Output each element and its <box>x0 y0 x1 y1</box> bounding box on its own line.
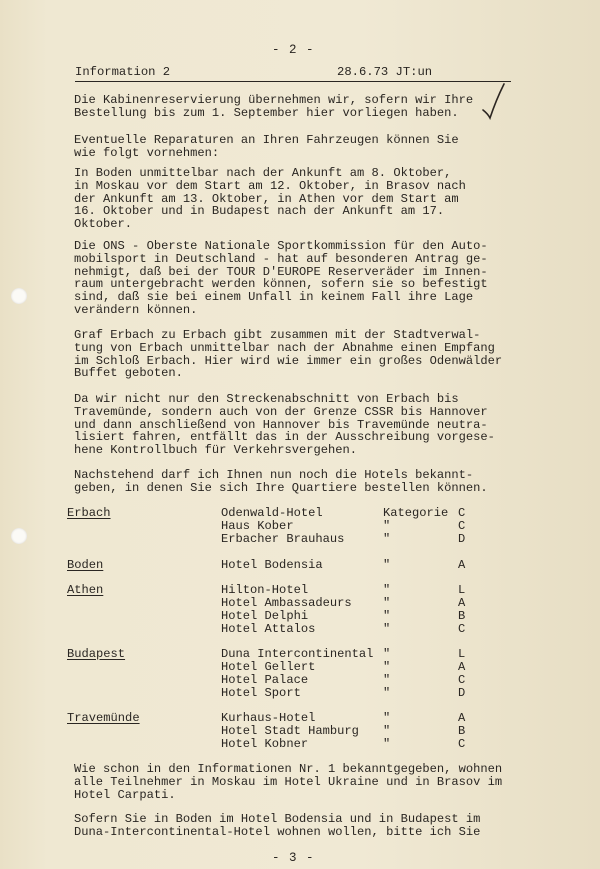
punch-hole-top <box>11 288 27 304</box>
ditto-mark: " <box>383 724 391 738</box>
paragraph-ons-spare-wheels: Die ONS - Oberste Nationale Sportkommission für den Auto- mobilsport in Deutschland - hat auf besonderen Antrag ge- nehmigt, daß bei der TOUR D'EUROPE Reserveräder im Innen- raum untergebracht werden können, sofern sie so befestigt sind, daß sie bei einem Unfall in keinem Fall ihre Lage verändern können. <box>74 239 488 317</box>
hotel-name: Duna Intercontinental <box>221 647 374 661</box>
table-row <box>0 583 600 596</box>
header-date-ref: 28.6.73 JT:un <box>337 65 433 79</box>
ditto-mark: " <box>383 647 391 661</box>
table-row <box>0 737 600 750</box>
hotel-name: Kurhaus-Hotel <box>221 711 316 725</box>
paragraph-reception-erbach: Graf Erbach zu Erbach gibt zusammen mit der Stadtverwal- tung von Erbach unmittelbar nach der Abnahme einen Empfang im Schloß Erbach. Hier wird wie immer ein großes Odenwälder Buffet geboten. <box>74 328 503 381</box>
table-row <box>0 647 600 660</box>
hotel-name: Hotel Bodensia <box>221 558 323 572</box>
ditto-mark: " <box>383 660 391 674</box>
page-number-bottom: - 3 - <box>272 851 315 865</box>
city-name: Erbach <box>67 506 111 520</box>
page-number-top: - 2 - <box>272 43 315 57</box>
category-value: C <box>458 622 466 636</box>
hotel-name: Hotel Ambassadeurs <box>221 596 352 610</box>
hotel-name: Hotel Delphi <box>221 609 309 623</box>
hotel-name: Hotel Sport <box>221 686 301 700</box>
category-value: A <box>458 660 466 674</box>
ditto-mark: " <box>383 558 391 572</box>
city-name: Budapest <box>67 647 126 661</box>
category-value: D <box>458 686 466 700</box>
ditto-mark: " <box>383 711 391 725</box>
ditto-mark: " <box>383 519 391 533</box>
category-value: A <box>458 596 466 610</box>
table-row <box>0 558 600 571</box>
paragraph-neutralized-route: Da wir nicht nur den Streckenabschnitt von Erbach bis Travemünde, sondern auch von der Grenze CSSR bis Hannover und dann anschließend von Hannover bis Travemünde neutra- lisiert fahren, entfällt das in der Ausschreibung vorgese- hene Kontrollbuch für Verkehrsvergehen. <box>74 392 495 458</box>
hotel-name: Haus Kober <box>221 519 294 533</box>
table-row <box>0 622 600 635</box>
table-row <box>0 506 600 519</box>
category-value: L <box>458 647 466 661</box>
category-value: A <box>458 558 466 572</box>
ditto-mark: " <box>383 686 391 700</box>
ditto-mark: " <box>383 622 391 636</box>
hotel-name: Hotel Stadt Hamburg <box>221 724 359 738</box>
ditto-mark: " <box>383 532 391 546</box>
table-row <box>0 596 600 609</box>
city-name: Travemünde <box>67 711 140 725</box>
hotel-name: Hotel Kobner <box>221 737 309 751</box>
category-value: C <box>458 673 466 687</box>
hotel-name: Odenwald-Hotel <box>221 506 323 520</box>
paragraph-hotels-intro: Nachstehend darf ich Ihnen nun noch die Hotels bekannt- geben, in denen Sie sich Ihre Quartiere bestellen können. <box>74 468 488 495</box>
ditto-mark: " <box>383 596 391 610</box>
ditto-mark: " <box>383 583 391 597</box>
table-row <box>0 673 600 686</box>
table-row <box>0 609 600 622</box>
ditto-mark: " <box>383 673 391 687</box>
ditto-mark: " <box>383 609 391 623</box>
category-value: B <box>458 724 466 738</box>
ditto-mark: " <box>383 737 391 751</box>
table-row <box>0 711 600 724</box>
city-name: Boden <box>67 558 104 572</box>
category-value: B <box>458 609 466 623</box>
hotel-name: Hotel Gellert <box>221 660 316 674</box>
hotel-name: Erbacher Brauhaus <box>221 532 345 546</box>
table-row <box>0 686 600 699</box>
table-row <box>0 532 600 545</box>
category-label: Kategorie <box>383 506 449 520</box>
paragraph-repairs-intro: Eventuelle Reparaturen an Ihren Fahrzeugen können Sie wie folgt vornehmen: <box>74 133 459 160</box>
city-name: Athen <box>67 583 104 597</box>
table-row <box>0 519 600 532</box>
hotel-name: Hotel Attalos <box>221 622 316 636</box>
hotel-name: Hilton-Hotel <box>221 583 309 597</box>
header-title: Information 2 <box>75 65 171 79</box>
category-value: C <box>458 519 466 533</box>
paragraph-repairs-schedule: In Boden unmittelbar nach der Ankunft am 8. Oktober, in Moskau vor dem Start am 12. Oktober, in Brasov nach der Ankunft am 13. Oktober, in Athen vor dem Start am 16. Oktober und in Budapest nach der Ankunft am 17. Oktober. <box>74 166 466 232</box>
table-row <box>0 660 600 673</box>
category-value: C <box>458 506 466 520</box>
paragraph-cabin-reservation: Die Kabinenreservierung übernehmen wir, sofern wir Ihre Bestellung bis zum 1. September hier vorliegen haben. <box>74 93 474 120</box>
category-value: D <box>458 532 466 546</box>
paragraph-moscow-brasov-hotels: Wie schon in den Informationen Nr. 1 bekanntgegeben, wohnen alle Teilnehmer in Moskau im Hotel Ukraine und in Brasov im Hotel Carpati. <box>74 762 503 802</box>
hotel-name: Hotel Palace <box>221 673 309 687</box>
header-line <box>75 65 511 82</box>
category-value: C <box>458 737 466 751</box>
category-value: A <box>458 711 466 725</box>
paragraph-booking-request: Sofern Sie in Boden im Hotel Bodensia und in Budapest im Duna-Intercontinental-Hotel wohnen wollen, bitte ich Sie <box>74 812 481 839</box>
table-row <box>0 724 600 737</box>
category-value: L <box>458 583 466 597</box>
